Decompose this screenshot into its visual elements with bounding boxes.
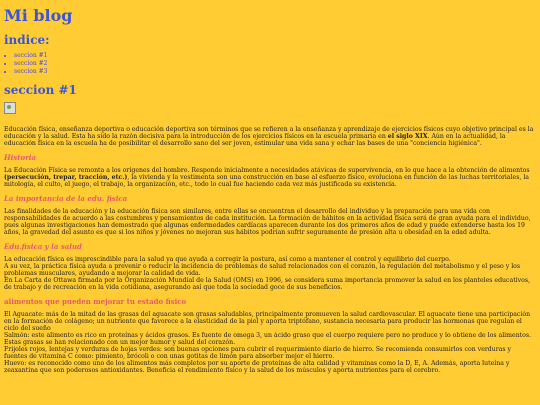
salud-text [4, 256, 536, 291]
historia-text-start: La Educación Física se remonta a los orígenes del hombre. Responde inicialmente a necesidades atávicas de supervivencia, en lo que hace a la obtención de alimentos [4, 167, 530, 174]
index-heading: indice: [4, 33, 50, 47]
intro-bold-text: el siglo XIX [387, 133, 428, 140]
salud-line: La educación física es imprescindible para la salud ya que ayuda a corregir la postura, así como a mantener el control y equilibrio del cuerpo. [4, 256, 451, 263]
section-1-heading: seccion #1 [4, 83, 77, 97]
index-item [14, 52, 536, 60]
index-item [14, 68, 536, 76]
salud-line: A su vez, la práctica física ayuda a prevenir o reducir la incidencia de problemas de salud relacionados con el corazón, la regulación del metabolismo y el peso y los problemas musculares, ayudando a mejorar la calidad de vida. [4, 263, 521, 277]
intro-text: Educación física, enseñanza deportiva o educación deportiva son términos que se refieren a la enseñanza y aprendizaje de ejercicios físicos cuyo objetivo principal es la educación y la salud. Esta ha sido la razón decisiva para la introducción de los ejercicios físicos en la escuela primaria en [4, 126, 534, 140]
alimentos-line: El Aguacate: más de la mitad de las grasas del aguacate son grasas saludables, principalmente promueven la salud cardiovascular. El aguacate tiene una participación en la formación de colágeno; un nutriente que favorece a la elasticidad de la piel y aporta triptófano, sustancia necesaria para producir las hormonas que regulan el ciclo del sueño [4, 311, 531, 332]
importancia-text: Las finalidades de la educación y la educación física son similares, entre ellas se encuentran el desarrollo del individuo y la preparación para una vida con responsabilidades de acuerdo a las costumbres y pensamientos de cada institución. La formación de hábitos en la actividad física será de gran ayuda para el individuo, pues algunas investigaciones han demostrado que algunas enfermedades cardíacas aparecen durante los dos primeros años de edad y puede extenderse hasta los 19 años, la gravedad del asunto es que si los niños y jóvenes no mejoran sus hábitos podrían sufrir seguramente de presión alta u obesidad en la edad adulta. [4, 208, 531, 236]
section-1-intro [4, 126, 536, 147]
alimentos-line: Huevo: es reconocido como uno de los alimentos más completos por su aporte de proteínas de alta calidad y vitaminas como la D, E, A. Además, aporta luteína y zeaxantina que son poderosos antioxidantes. Beneficia el rendimiento físico y la salud de los músculos y aporta nutrientes para el cerebro. [4, 360, 510, 374]
historia-text [4, 167, 536, 188]
historia-text-end: , la vivienda y la vestimenta son una construcción en base al esfuerzo físico, evoluciona en función de las luchas territoriales, la mitología, el culto, el juego, el trabajo, la organización, etc., todo lo cual fue haciendo cada vez más justificada su existencia. [4, 174, 530, 188]
blog-title: Mi blog [4, 6, 73, 25]
salud-line: En La Carta de Ottawa firmada por la Organización Mundial de la Salud (OMS) en 1996, se considera suma importancia promover la salud en los planteles educativos, de trabajo y de recreación en la vida cotidiana, asegurando así que toda la sociedad goce de sus beneficios. [4, 277, 531, 291]
importancia-heading: La importancia de la edu. fisica [4, 194, 128, 203]
alimentos-text [4, 311, 536, 374]
intro-text-end: . Aún en la actualidad, la educación física en la escuela ha de posibilitar el desarrollo sano del ser joven, estimular una vida sana y echar las bases de una "conciencia higiénica". [4, 133, 506, 147]
alimentos-heading: alimentos que pueden mejorar tu estado fisico [4, 297, 187, 306]
historia-heading: Historia [4, 153, 36, 162]
index-item [14, 60, 536, 68]
alimentos-line: Salmón: este alimento es rico en proteínas y ácidos grasos. Es fuente de omega 3, un ácido graso que el cuerpo requiere pero no produce y lo obtiene de los alimentos. Estas grasas se han relacionado con un mejor humor y salud del corazón. [4, 332, 532, 346]
index-list [4, 52, 536, 76]
historia-bold-text: (persecución, trepar, tracción, etc.) [4, 174, 128, 181]
salud-heading: Edu.fisica y la salud [4, 242, 82, 251]
index-link-seccion-1[interactable]: seccion #1 [14, 52, 48, 59]
index-link-seccion-2[interactable]: seccion #2 [14, 60, 48, 67]
broken-image-icon [4, 102, 16, 114]
alimentos-line: Frijoles rojos, lentejas y verduras de hojas verdes: son buenas opciones para cubrir el requerimiento diario de hierro. Se recomienda consumirlos con verduras y fuentes de vitamina C como: pimiento, brócoli o con unas gotitas de limón para absorber mejor el hierro. [4, 346, 512, 360]
index-link-seccion-3[interactable]: seccion #3 [14, 68, 48, 75]
